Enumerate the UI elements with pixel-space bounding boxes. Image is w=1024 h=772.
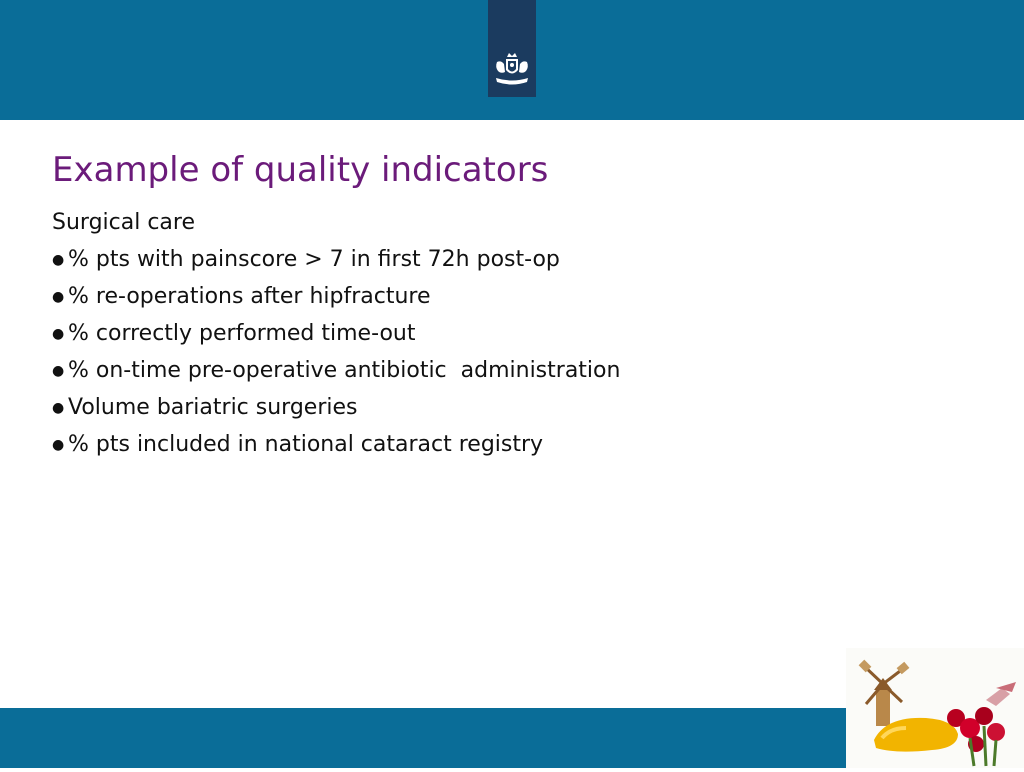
slide-subtitle: Surgical care bbox=[52, 210, 195, 235]
bullet-text: % re-operations after hipfracture bbox=[68, 284, 431, 309]
bullet-icon: ● bbox=[52, 437, 65, 453]
bullet-text: % pts included in national cataract registry bbox=[68, 432, 544, 457]
bullet-text: Volume bariatric surgeries bbox=[68, 395, 358, 420]
footer-band bbox=[0, 708, 846, 768]
bullet-icon: ● bbox=[52, 252, 65, 268]
logo-ribbon bbox=[488, 0, 536, 97]
bullet-icon: ● bbox=[52, 363, 65, 379]
list-item bbox=[52, 392, 620, 429]
list-item bbox=[52, 429, 620, 466]
slide-title: Example of quality indicators bbox=[52, 150, 549, 190]
list-item bbox=[52, 281, 620, 318]
bullet-icon: ● bbox=[52, 400, 65, 416]
bullet-list bbox=[52, 244, 620, 466]
royal-coat-of-arms-icon bbox=[492, 52, 532, 88]
header-band bbox=[0, 0, 1024, 120]
list-item bbox=[52, 244, 620, 281]
bullet-text: % pts with painscore > 7 in first 72h post-op bbox=[68, 247, 560, 272]
bullet-text: % correctly performed time-out bbox=[68, 321, 416, 346]
bullet-icon: ● bbox=[52, 289, 65, 305]
list-item bbox=[52, 318, 620, 355]
list-item bbox=[52, 355, 620, 392]
bullet-icon: ● bbox=[52, 326, 65, 342]
bullet-text: % on-time pre-operative antibiotic administration bbox=[68, 358, 621, 383]
windmill-clog-tulips-image bbox=[846, 648, 1024, 768]
